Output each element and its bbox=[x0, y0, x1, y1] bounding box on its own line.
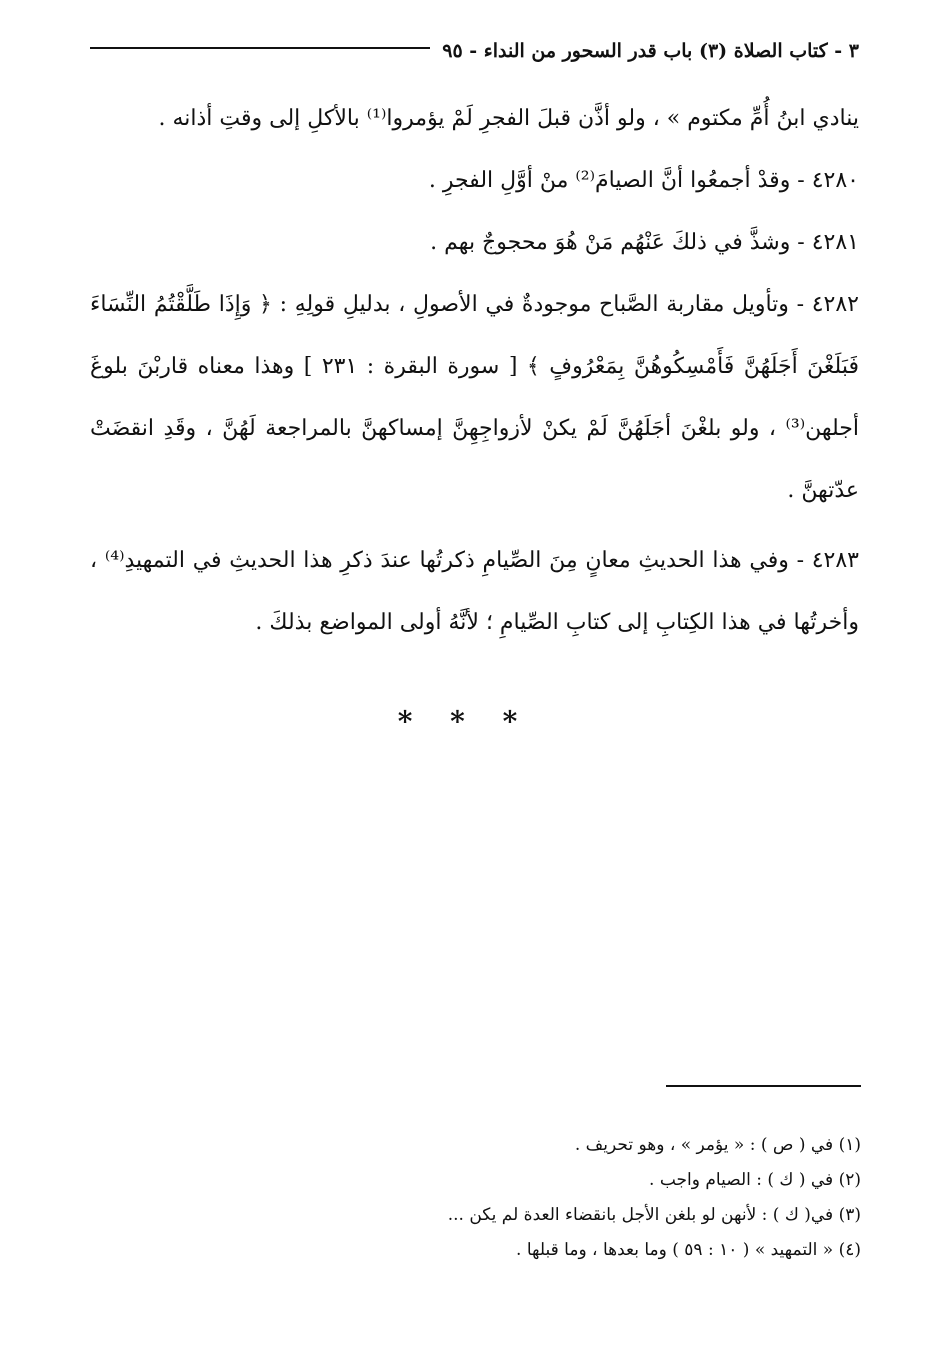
paragraph-4281: ٤٢٨١ - وشذَّ في ذلكَ عَنْهُم مَنْ هُوَ محجوجٌ بهم . bbox=[430, 230, 859, 255]
paragraph-4280: ٤٢٨٠ - وقدْ أجمعُوا أنَّ الصيامَ⁽²⁾ منْ أوَّلِ الفجرِ . bbox=[428, 168, 859, 193]
header-title: ٣ - كتاب الصلاة (٣) باب قدر السحور من النداء - ٩٥ bbox=[442, 40, 859, 62]
paragraph-gap bbox=[90, 522, 859, 530]
footnote-4: (٤) « التمهيد » ( ١٠ : ٥٩ ) وما بعدها ، وما قبلها . bbox=[516, 1240, 861, 1260]
main-text bbox=[90, 88, 859, 654]
header-rule bbox=[90, 47, 430, 49]
section-separator: * * * bbox=[397, 705, 532, 738]
footnotes bbox=[120, 1128, 861, 1268]
running-header bbox=[90, 40, 859, 74]
paragraph-4282: ٤٢٨٢ - وتأويل مقاربة الصَّباح موجودةٌ في الأصولِ ، بدليلِ قولِهِ : ﴿ وَإِذَا طَلَّقْتُمُ النِّسَاءَ فَبَلَغْنَ أَجَلَهُنَّ فَأَمْسِكُوهُنَّ بِمَعْرُوفٍ ﴾ [ سورة البقرة : ٢٣١ ] وهذا معناه قاربْنَ بلوغَ أجلهن⁽³⁾ ، ولو بلغْنَ أجَلَهُنَّ لَمْ يكنْ لأزواجِهِنَّ إمساكهنَّ بالمراجعة لَهُنَّ ، وقَدِ انقضَتْ عدّتهنَّ . bbox=[90, 292, 859, 503]
continuation-line: ينادي ابنُ أُمِّ مكتوم » ، ولو أذَّن قبلَ الفجرِ لَمْ يؤمروا⁽¹⁾ بالأكلِ إلى وقتِ أذانه . bbox=[158, 106, 859, 131]
paragraph-4283: ٤٢٨٣ - وفي هذا الحديثِ معانٍ مِنَ الصِّيامِ ذكرتُها عندَ ذكرِ هذا الحديثِ في التمهيدِ⁽⁴⁾ ، وأخرتُها في هذا الكِتابِ إلى كتابِ الصِّيامِ ؛ لأنَّهُ أولى المواضع بذلكَ . bbox=[90, 548, 859, 635]
footnote-rule bbox=[666, 1085, 861, 1087]
footnote-3: (٣) في( ك ) : لأنهن لو بلغن الأجل بانقضاء العدة لم يكن ... bbox=[447, 1205, 861, 1225]
footnote-2: (٢) في ( ك ) : الصيام واجب . bbox=[649, 1170, 861, 1190]
footnote-1: (١) في ( ص ) : « يؤمر » ، وهو تحريف . bbox=[574, 1135, 861, 1155]
